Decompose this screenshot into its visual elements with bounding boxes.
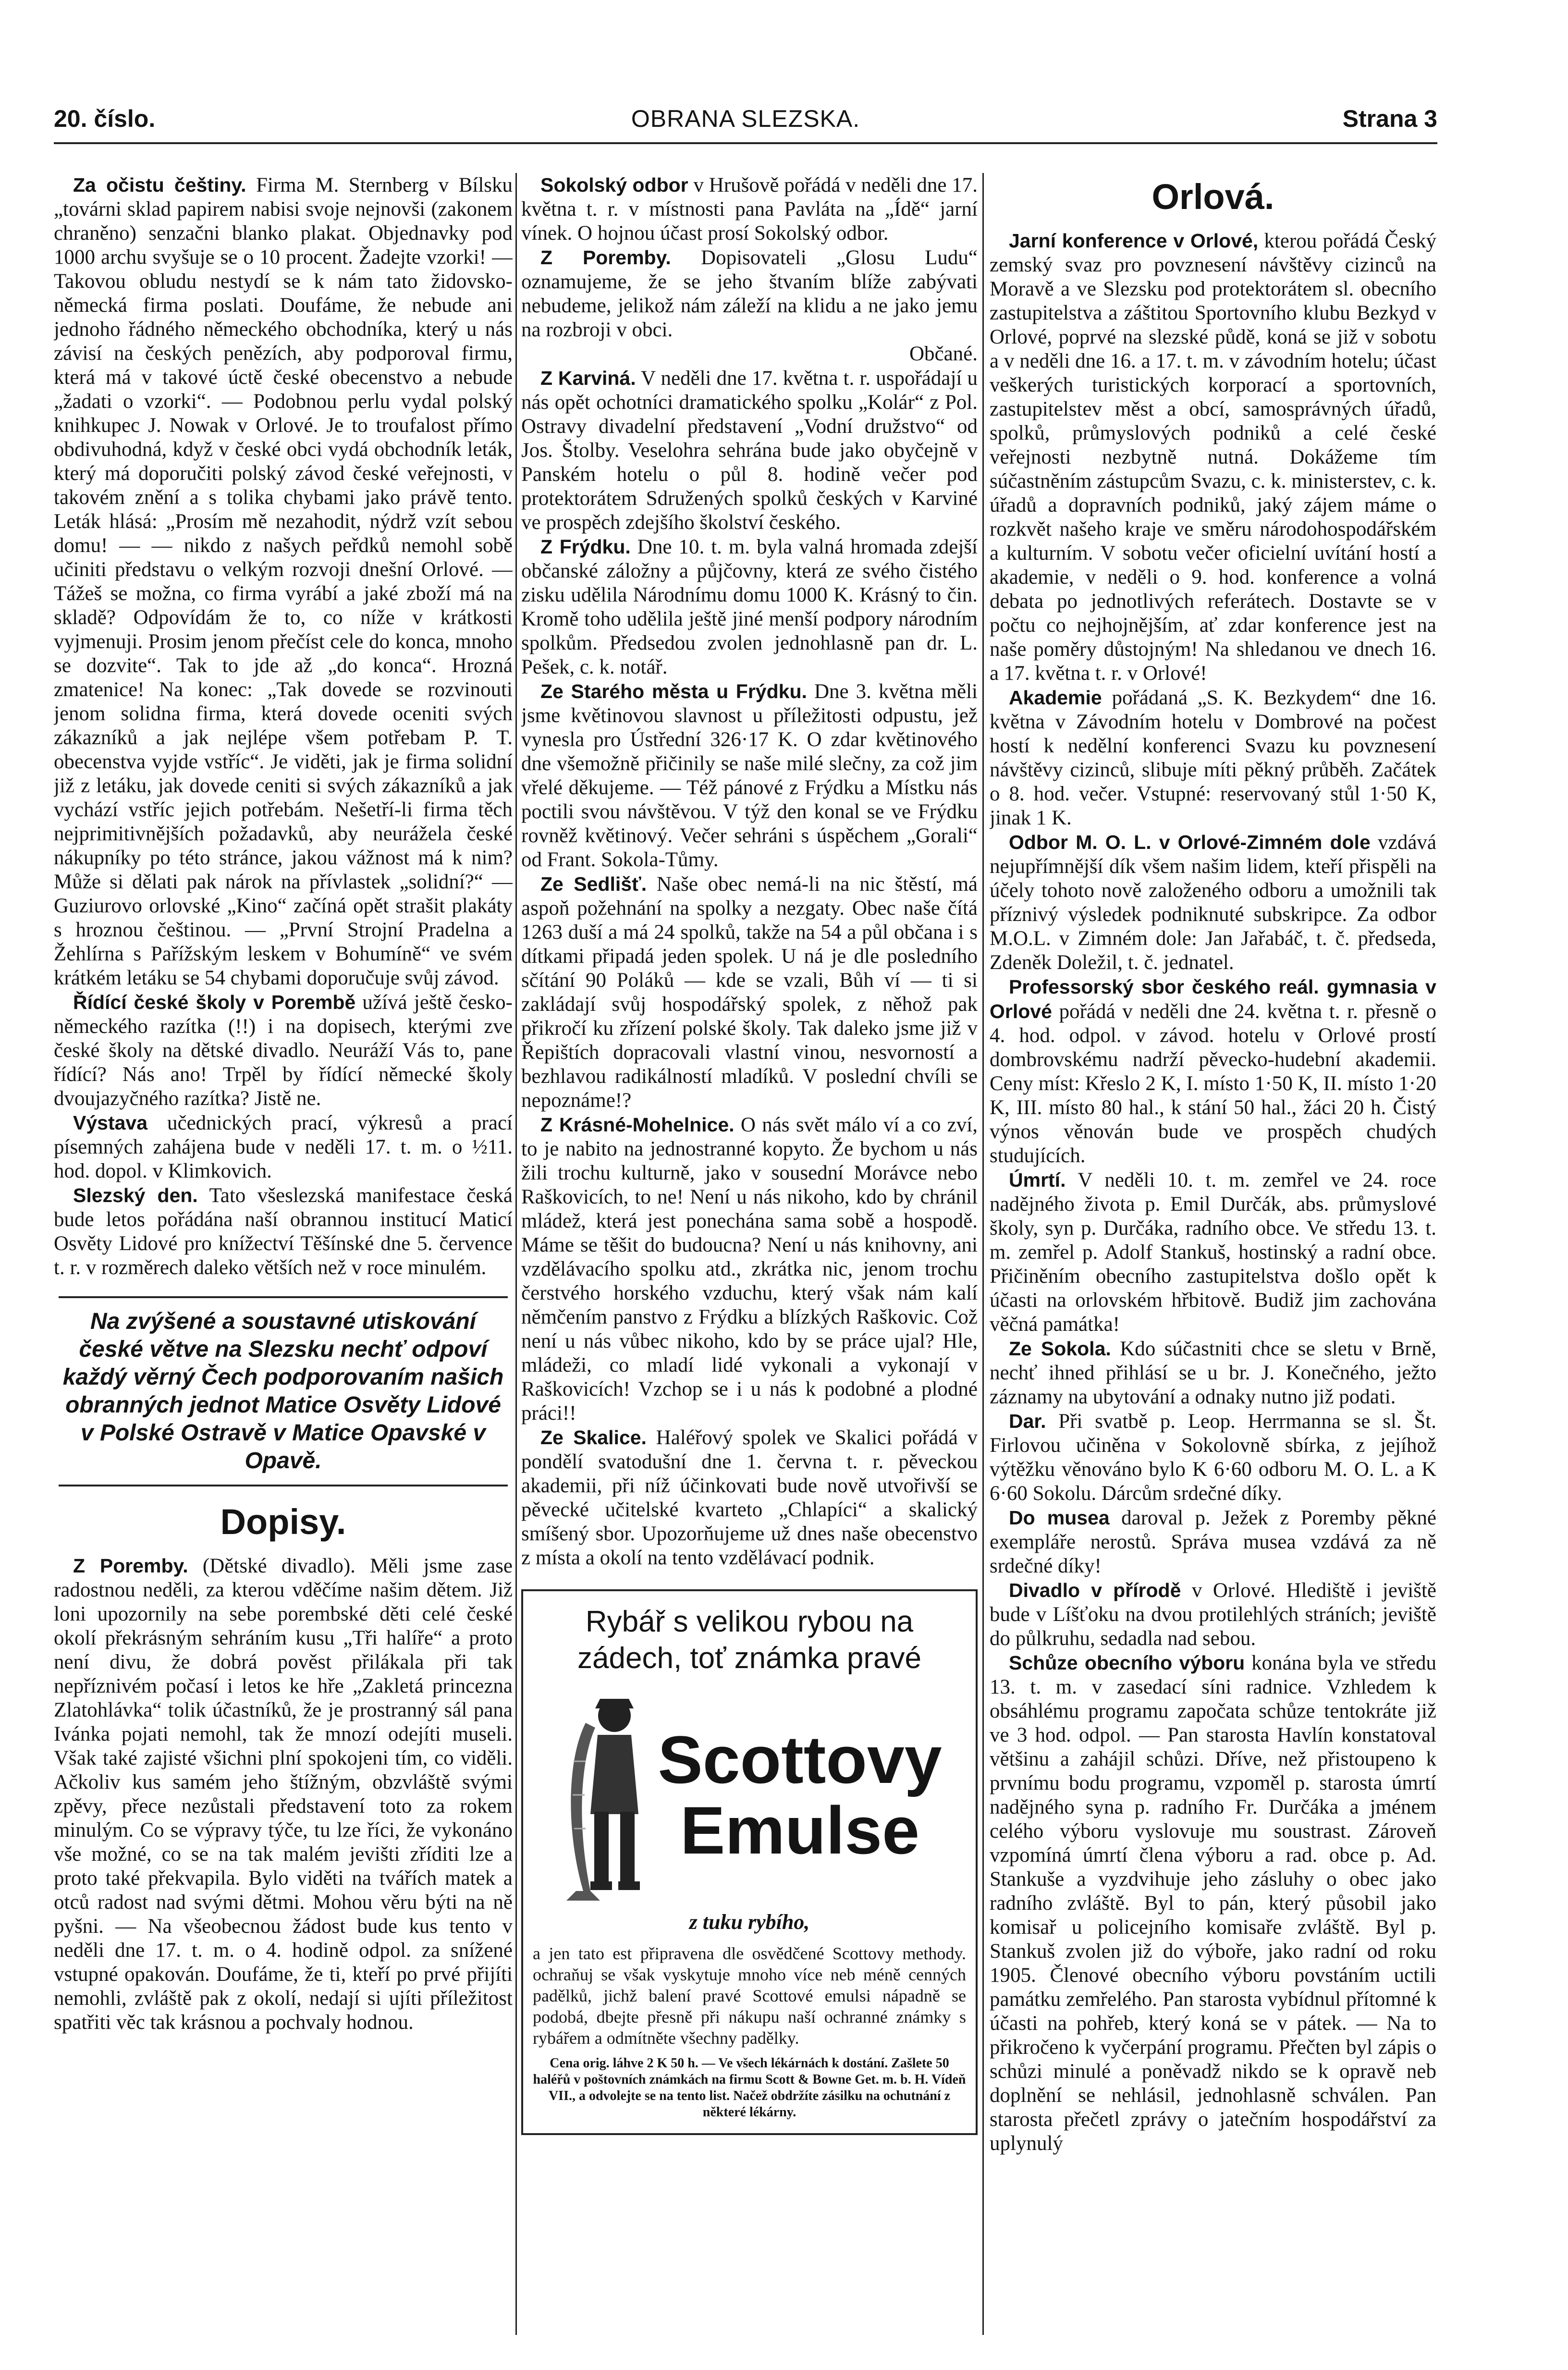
section-heading-orlova: Orlová. [1152,177,1274,217]
article-dar [990,1409,1436,1506]
fisherman-with-fish-icon [557,1689,658,1901]
ad-brand-text [658,1724,942,1866]
article-lead: Ze Sokola. [1009,1338,1111,1360]
article-body: konána byla ve středu 13. t. m. v zasedací síni radnice. Vzhledem k obsáhlému programu započata schůze tentokráte již ve 3 hod. odpol. — Pan starosta Havlín konstatoval většinu a zahájil schůzi. Dříve, než přistoupeno k prvnímu bodu programu, vzpoměl p. starosta úmrtí nadějného syna p. radního Fr. Durčáka a jménem celého výboru vyslovuje mu soustrast. Zároveň vzpomíná úmrtí člena výboru a rad. obce p. Ad. Stankuše a vyzdvihuje jeho zásluhy o obec jako radního zvláště. Byl to pán, který působil jako komisař u policejního komisaře zvláště. Byl p. Stankuš zvolen již do výboře, jako radní od roku 1905. Členové obecního výboru povstáním uctili památku zemřelého. Pan starosta vybídnul přítomné k účasti na pohřeb, který koná se v pátek. — Na to přikročeno k vyčerpání programu. Přečten byl zápis o schůzi minulé a poněvadž nikdo se k opravě neb doplnění se nehlásil, jednohlasně schválen. Pan starosta přečetl zprávy o jatečním hospodářství za uplynulý [990,1652,1436,2155]
article-ze-sokola [990,1337,1436,1409]
article-body: daroval p. Ježek z Poremby pěkné exempláře nerostů. Správa musea vzdává za ně srdečné díky! [990,1507,1436,1577]
scott-emulsion-advertisement [521,1589,978,2135]
article-body: pořádá v neděli dne 24. května t. r. přesně o 4. hod. odpol. v závod. hotelu v Orlové prostí dombrovskému nadrží pěvecko-hudební akademii. Ceny míst: Křeslo 2 K, I. místo 1·50 K, II. místo 1·20 K, III. místo 80 hal., k stání 50 hal., žáci 20 h. Čistý výnos věnován bude ve prospěch chudých studujících. [990,1000,1436,1167]
article-lead: Odbor M. O. L. v Orlové-Zimném dole [1009,831,1371,853]
ad-brand-line-1: Scottovy [658,1722,942,1797]
article-lead: Z Karviná. [540,367,636,389]
article-body: Dopisovateli „Glosu Ludu“ oznamujeme, že se jeho štvaním blíže zabývati nebudeme, jelikož nám záleží na klidu a ne jako jemu na rozbroji v obci. [521,246,978,341]
article-body: Při svatbě p. Leop. Herrmanna se sl. Št. Firlovou učiněna v Sokolovně sbírka, z jejíhož výtěžku věnováno bylo K 6·60 odboru M. O. L. a K 6·60 Sokolu. Dárcům srdečné díky. [990,1410,1436,1505]
article-body: V neděli dne 17. května t. r. uspořádají u nás opět ochotníci dramatického spolku „Kolár“ z Pol. Ostravy divadelní představení „Vodní družstvo“ od Jos. Štolby. Veselohra sehrána bude jako obyčejně v Panském hotelu o půl 8. hodině večer pod protektorátem Sdružených spolků českých v Karviné ve prospěch zdejšího školství českého. [521,367,978,534]
article-cistota-cestiny [54,173,513,990]
ad-tagline: z tuku rybího, [689,1910,810,1934]
ad-brand [533,1689,966,1901]
article-body: v Hrušově pořádá v neděli dne 17. května t. r. v místnosti pana Pavláta na „Ídě“ jarní vínek. O hojnou účast prosí Sokolský odbor. [521,174,978,245]
article-lead: Výstava [73,1112,148,1134]
article-professorsky-sbor [990,975,1436,1168]
article-odbor-mol [990,830,1436,975]
ad-headline: Rybář s velikou rybou na zádech, toť známka pravé [577,1605,921,1675]
article-stare-mesto [521,679,978,872]
ad-fine-print: Cena orig. láhve 2 K 50 h. — Ve všech lékárnách k dostání. Zašlete 50 haléřů v poštovních známkách na firmu Scott & Bowne Get. m. b. H. Vídeň VII., a odvolejte se na tento list. Načež obdržíte zásilku na ochutnání z některé lékárny. [533,2056,966,2120]
article-lead: Ze Starého města u Frýdku. [540,680,807,702]
article-body: (Dětské divadlo). Měli jsme zase radostnou neděli, za kterou vděčíme našim dětem. Již loni upozornily na sebe porembské děti celé české okolí překrásným sehráním kusu „Tři halíře“ a proto není divu, že dobrá pověst přilákala při tak nepříznivém počasí i letos ke hře „Zakletá princezna Zlatohlávka“ tolik účastníků, že je prostranný sál pana Ivánka pojati nemohl, tak že mnozí odejíti museli. Však také zajisté všichni plní spokojeni tím, co viděli. Ačkoliv kus samém jeho štížným, obzvláště svými zpěvy, přece nezůstali představení toto za rokem minulým. Co se výpravy týče, tu lze říci, že vykonáno vše možné, co se na tak malém jevišti zříditi lze a proto také překvapila. Bylo viděti na tvářích matek a otců radost nad svými dětmi. Mohou věru býti na ně pyšni. — Na všeobecnou žádost bude kus tento v neděli dne 17. t. m. o 4. hodině odpol. za snížené vstupné opakován. Doufáme, že ti, kteří po prvé přijíti nemohli, zvláště pak z okolí, nedají si ujíti příležitost spatřiti věc tak krásnou a pochvaly hodnou. [54,1555,513,2034]
article-z-frydku [521,535,978,679]
article-z-poremby [521,246,978,342]
article-lead: Akademie [1009,687,1102,709]
article-lead: Slezský den. [73,1184,198,1206]
article-lead: Jarní konference v Orlové, [1009,230,1259,252]
page-number: Strana 3 [1342,105,1437,132]
ad-brand-line-2: Emulse [680,1793,919,1868]
running-header [54,105,1437,138]
article-ze-sedlist [521,872,978,1113]
column-1 [54,173,513,2345]
issue-number: 20. číslo. [54,105,156,132]
column-divider-1 [515,173,517,2335]
article-lead: Z Frýdku. [540,536,631,558]
article-body: učednických prací, výkresů a prací písemných zahájena bude v neděli 17. t. m. o ½11. hod. dopol. v Klimkovich. [54,1112,513,1182]
article-akademie [990,686,1436,830]
article-schuze-vyboru [990,1651,1436,2156]
article-vystava [54,1111,513,1183]
ad-body: a jen tato est připravena dle osvědčené Scottovy methody. ochraňuj se však vyskytuje mnoho více neb méně cenných padělků, jichž balení pravé Scottové emulsi nápadně se podobá, dbejte přesně při nákupu naší ochranné známky s rybářem a odmítněte všechny padělky. [533,1944,966,2048]
section-heading-dopisy: Dopisy. [220,1502,346,1542]
article-body: Dne 10. t. m. byla valná hromada zdejší občanské záložny a půjčovny, která ze svého čistého zisku udělila Národnímu domu 1000 K. Krásný to čin. Kromě toho udělila ještě jiné menší podpory národním spolkům. Předsedou zvolen jednohlasně pan dr. L. Pešek, c. k. notář. [521,536,978,678]
article-body: kterou pořádá Český zemský svaz pro povznesení návštěvy cizinců na Moravě a ve Slezsku pod protektorátem sl. obecního zastupitelstva a záštitou Sportovního klubu Bezkyd v Orlové, poprvé na slezské půdě, koná se již v sobotu a v neděli dne 16. a 17. t. m. v závodním hotelu; účast veškerých turistických korporací a sportovních, zastupitelstev měst a obcí, samosprávných úřadů, spolků, průmyslových podniků a celé české veřejnosti nezbytně nutná. Dokážeme tím súčastněním zástupcům Svazu, c. k. ministerstev, c. k. úřadů a dopravních podniků, jaký zájem máme o rozkvět našeho kraje ve směru národohospodářském a kulturním. V sobotu večer oficielní uvítání hostí a akademie, v neděli o 9. hod. konference a volná debata po jednotlivých referátech. Dostavte se v počtu co nejhojnějším, ať zdar konference jest na naše poměry důstojným! Na shledanou ve dnech 16. a 17. května t. r. v Orlové! [990,230,1436,685]
article-body: vzdává nejupřímnější dík všem našim lidem, kteří přispěli na účely tohoto nově založeného odboru a umožnili tak příznivý výsledek podniknuté subskripce. Za odbor M.O.L. v Zimném dole: Jan Jařabáč, t. č. předseda, Zdeněk Doležil, t. č. jednatel. [990,831,1436,974]
article-z-karvine [521,366,978,535]
article-slezsky-den [54,1183,513,1280]
article-umrti [990,1168,1436,1337]
article-lead: Z Poremby. [540,246,671,269]
article-body: v Orlové. Hlediště i jeviště bude v Líšťoku na dvou protilehlých stráních; jeviště do půlkruhu, sedadla nad sebou. [990,1579,1436,1650]
article-body: V neděli 10. t. m. zemřel ve 24. roce nadějného života p. Emil Durčák, abs. průmyslové školy, syn p. Durčáka, radního obce. Ve středu 13. t. m. zemřel p. Adolf Stankuš, hostinský a radní obce. Přičiněním obecního zastupitelstva došlo opět k účasti na orlovském hřbitově. Budiž jim zachována věčná památka! [990,1169,1436,1336]
article-body: užívá ještě česko-německého razítka (!!) i na dopisech, kterými zve české školy na dětské divadlo. Neuráží Vás to, pane řídící? Nás ano! Trpěl by řídící německé školy dvoujazyčného razítka? Jistě ne. [54,991,513,1110]
article-lead: Úmrtí. [1009,1169,1066,1191]
article-divadlo-v-prirode [990,1578,1436,1651]
article-lead: Schůze obecního výboru [1009,1652,1245,1674]
article-lead: Za očistu češtiny. [73,174,246,196]
newspaper-title: OBRANA SLEZSKA. [631,105,860,132]
article-lead: Řídící české školy v Porembě [73,991,356,1013]
article-body: Firma M. Sternberg v Bílsku „továrni sklad papirem nabisi svoje nejnovši (zakonem chraněno) senzačni blanko plakat. Objednavky pod 1000 archu svyšuje se o 10 procent. Žadejte vzorki! — Takovou obludu nestydí se k nám tato židovsko-německá firma poslati. Doufáme, že nebude ani jednoho řádného německého obchodníka, který u nás závisí na českých penězích, aby podporoval firmu, která má v takové úctě české obecenstvo a nebude „žadati o vzorki“. — Podobnou perlu vydal polský knihkupec J. Nowak v Orlové. Je to troufalost přímo obdivuhodná, když v české obci vydá obchodník leták, který má doporučiti polský závod české veřejnosti, v takovém znění a s tolika chybami jako právě tento. Leták hlásá: „Prosím mě nezahodit, nýdrž vzít sebou domu! — — nikdo z našych peřdků nemohl sobě učiniti představu o velkým rozvoji dnešní Orlové. — Tážeš se možna, co firma vyrábí a jaké zboží má na skladě? Odpovídám že to, co níže v krátkosti vyjmenuji. Prosim jenom přečíst cele do konca, mnoho se dozvite“. Tak to jde až „do konca“. Hrozná zmatenice! Na konec: „Tak dovede se rozvinouti jenom solidna firma, která dovede oceniti svých zákazníků a jak nejlépe všem potřebam P. T. obecenstva vyjde vstříc“. Je viděti, jak je firma solidní již z letáku, jak dovede ceniti si svých zákazníků a jak vychází vstříc jejich potřebám. Nešetří-li firma těch nejprimitivnějších požadavků, aby neurážela české nákupníky po této stránce, jakou vážnost má k nim? Může si dělati pak nárok na přívlastek „solidní?“ — Guziurovo orlovské „Kino“ začíná opět strašit plakáty s hroznou češtinou. — „První Strojní Pradelna a Žehlírna s Pařížským leskem v Bohumíně“ ve svém krátkém letáku se 54 chybami doporučuje svůj závod. [54,174,513,989]
article-lead: Z Poremby. [73,1555,188,1577]
article-lead: Dar. [1009,1410,1046,1432]
article-body: Naše obec nemá-li na nic štěstí, má aspoň požehnání na spolky a nezgaty. Obec naše čítá 1263 duší a má 24 spolků, takže na 54 a půl občana i s dítkami připadá jeden spolek. U ná je dle posledního sčítání 90 Poláků — kde se vzali, Bůh ví — ti si zakládají svůj hospodářský spolek, z něhož pak přikročí ku zřízení polské školy. Tak daleko jsme již v Řepištích dopracovali vlastní vinou, nesvorností a bezhlavou radikálností mladíků. V poslední chvíli se nepoznáme!? [521,873,978,1112]
column-2 [521,173,978,2345]
article-z-poremby-divadlo [54,1554,513,2035]
column-3 [990,173,1436,2345]
article-lead: Divadlo v přírodě [1009,1579,1181,1601]
article-lead: Z Krásné-Mohelnice. [540,1114,735,1136]
header-rule [54,142,1437,144]
article-lead: Ze Skalice. [540,1426,647,1449]
article-signature: Občané. [909,343,978,365]
article-ridici-skoly [54,990,513,1111]
appeal-callout: Na zvýšené a soustavné utiskování české větve na Slezsku nechť odpoví každý věrný Čech podporovaním našich obranných jednot Matice Osvěty Lidové v Polské Ostravě v Matice Opavské v Opavě. [59,1296,508,1486]
article-body: pořádaná „S. K. Bezkydem“ dne 16. května v Závodním hotelu v Dombrové na počest hostí k nedělní konferenci Svazu ku povznesení návštěvy cizinců, slibuje míti pěkný průběh. Začátek o 8. hod. večer. Vstupné: reservovaný stůl 1·50 K, jinak 1 K. [990,687,1436,829]
article-sokolsky-odbor [521,173,978,246]
article-body: O nás svět málo ví a co zví, to je nabito na jednostranné kopyto. Že bychom u nás žili trochu kulturně, jako v sousední Morávce nebo Raškovicích, to ne! Není u nás nikoho, kdo by chránil mládež, která jest ponechána sama sobě a hospodě. Máme se těšit do budoucna? Není u nás knihovny, ani vzdělávacího spolku atd., zkrátka nic, jenom trochu čerstvého horského vzduchu, který však nám kalí němčením panstvo z Frýdku a blízkých Raškovic. Což není u nás vůbec nikoho, kdo by se práce ujal? Hle, mládeži, co mladí lidé vykonali a vykonají v Raškovicích! Vzchop se i u nás k podobné a plodné práci!! [521,1114,978,1424]
article-body: Kdo súčastniti chce se sletu v Brně, nechť ihned přihlásí se u br. J. Konečného, ježto záznamy na ubytování a odnaky nutno již podati. [990,1338,1436,1408]
article-ze-skalice [521,1425,978,1570]
article-lead: Ze Sedlišť. [540,873,647,895]
article-body: Dne 3. května měli jsme květinovou slavnost u příležitosti odpustu, jež vynesla pro Ústřední 326·17 K. O zdar květinového dne všemožně přičinily se naše milé slečny, za což jim vřelé děkujeme. — Též pánové z Frýdku a Místku nás poctili svou návštěvou. V týž den konal se ve Frýdku rovněž květinový. Večer sehráni s úspěchem „Gorali“ od Frant. Sokola-Tůmy. [521,680,978,871]
article-body: Tato všeslezská manifestace česká bude letos pořádána naší obrannou institucí Maticí Osvěty Lidové pro knížectví Těšínské dne 5. července t. r. v rozměrech daleko větších než v roce minulém. [54,1184,513,1279]
article-body: Haléřový spolek ve Skalici pořádá v pondělí svatodušní dne 1. června t. r. pěveckou akademii, při níž účinkovati bude nově utvořivší se pěvecké učitelské kvarteto „Chlapíci“ a skalický smíšený sbor. Upozorňujeme už dnes naše obecenstvo z místa a okolí na tento vzdělávací podnik. [521,1426,978,1569]
article-lead: Sokolský odbor [540,174,688,196]
column-divider-2 [982,173,984,2335]
article-lead: Do musea [1009,1507,1110,1529]
article-do-musea [990,1506,1436,1578]
article-krasna-mohelnice [521,1113,978,1425]
article-lead: Professorský sbor českého reál. gymnasia v Orlové [990,976,1436,1022]
article-jarni-konference [990,229,1436,686]
